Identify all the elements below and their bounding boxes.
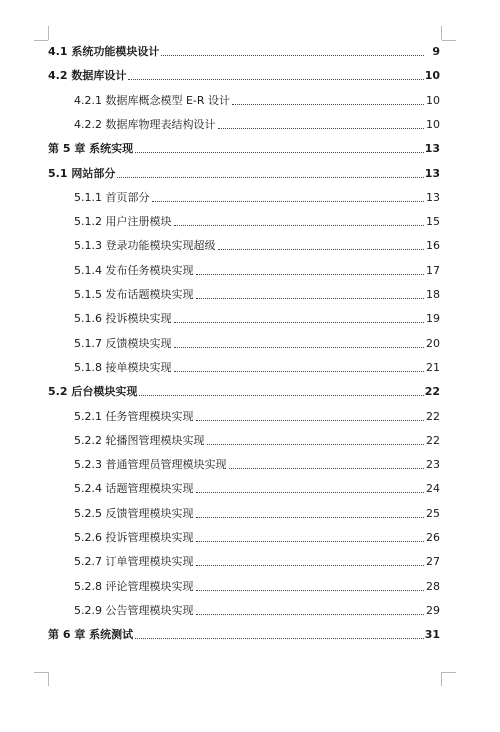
toc-entry[interactable] <box>0 236 500 256</box>
toc-entry[interactable] <box>0 309 500 329</box>
toc-entry-title: 5.2.5 反馈管理模块实现 <box>74 506 194 520</box>
toc-entry[interactable] <box>0 552 500 572</box>
toc-entry-title: 5.1.5 发布话题模块实现 <box>74 288 194 301</box>
crop-mark-bottom-left-h <box>34 672 48 673</box>
toc-entry[interactable] <box>0 188 500 208</box>
toc-entry-page-number: 16 <box>426 239 440 253</box>
toc-leader-dots <box>218 128 424 129</box>
toc-entry[interactable] <box>0 261 500 281</box>
toc-entry[interactable] <box>0 382 500 402</box>
toc-entry-title: 第 5 章 系统实现 <box>48 142 134 156</box>
toc-entry-page-number: 31 <box>424 628 440 642</box>
toc-leader-dots <box>196 420 424 421</box>
toc-entry-title: 5.1.2 用户注册模块 <box>74 215 172 229</box>
toc-entry-title: 5.2.9 公告管理模块实现 <box>74 603 194 617</box>
toc-entry[interactable] <box>0 164 500 184</box>
toc-entry-title: 4.2.2 数据库物理表结构设计 <box>74 117 216 131</box>
toc-entry-page-number: 26 <box>426 531 440 544</box>
toc-leader-dots <box>135 152 424 153</box>
toc-entry[interactable] <box>0 91 500 111</box>
toc-leader-dots <box>152 201 424 202</box>
toc-entry-page-number: 13 <box>424 142 440 156</box>
toc-leader-dots <box>196 590 424 591</box>
toc-entry-title: 5.2 后台模块实现 <box>48 385 138 399</box>
toc-entry-title: 5.1.1 首页部分 <box>74 190 150 204</box>
toc-entry-page-number: 23 <box>426 458 440 472</box>
toc-leader-dots <box>128 79 424 80</box>
toc-entry[interactable] <box>0 528 500 548</box>
toc-entry-page-number: 19 <box>426 312 440 326</box>
toc-entry[interactable] <box>0 139 500 159</box>
crop-mark-bottom-right-v <box>441 672 442 686</box>
toc-leader-dots <box>196 565 424 566</box>
toc-entry-title: 5.1.7 反馈模块实现 <box>74 336 172 350</box>
toc-entry-page-number: 10 <box>426 93 440 107</box>
toc-entry-page-number: 10 <box>424 69 440 83</box>
toc-entry[interactable] <box>0 577 500 597</box>
toc-leader-dots <box>207 444 424 445</box>
toc-leader-dots <box>196 517 424 518</box>
toc-entry-title: 5.2.3 普通管理员管理模块实现 <box>74 458 227 472</box>
toc-entry-title: 第 6 章 系统测试 <box>48 628 134 642</box>
crop-mark-top-left-v <box>48 26 49 40</box>
toc-entry-page-number: 24 <box>426 482 440 496</box>
toc-entry-title: 5.2.7 订单管理模块实现 <box>74 555 194 569</box>
crop-mark-bottom-right-h <box>442 672 456 673</box>
toc-leader-dots <box>174 225 424 226</box>
toc-leader-dots <box>196 614 424 615</box>
crop-mark-top-right-h <box>442 40 456 41</box>
toc-entry[interactable] <box>0 407 500 427</box>
toc-leader-dots <box>196 274 424 275</box>
toc-entry-page-number: 10 <box>426 117 440 131</box>
toc-leader-dots <box>196 541 424 542</box>
toc-entry-page-number: 21 <box>426 360 440 374</box>
toc-leader-dots <box>196 492 424 493</box>
toc-entry[interactable] <box>0 431 500 451</box>
crop-mark-bottom-left-v <box>48 672 49 686</box>
toc-entry-page-number: 9 <box>432 45 440 58</box>
toc-entry-title: 5.2.8 评论管理模块实现 <box>74 579 194 593</box>
toc-entry-title: 5.1.6 投诉模块实现 <box>74 312 172 326</box>
toc-entry[interactable] <box>0 285 500 305</box>
toc-entry-title: 5.1.8 接单模块实现 <box>74 360 172 374</box>
toc-leader-dots <box>117 177 424 178</box>
toc-entry-page-number: 22 <box>426 409 440 423</box>
toc-entry-title: 5.2.1 任务管理模块实现 <box>74 409 194 423</box>
toc-entry-title: 4.2.1 数据库概念模型 E-R 设计 <box>74 93 231 107</box>
toc-entry-page-number: 13 <box>424 166 440 180</box>
toc-entry-page-number: 22 <box>426 433 440 447</box>
toc-leader-dots <box>174 347 424 348</box>
toc-leader-dots <box>139 395 424 396</box>
toc-leader-dots <box>174 371 424 372</box>
toc-entry[interactable] <box>0 358 500 378</box>
toc-entry-title: 4.2 数据库设计 <box>48 69 127 83</box>
toc-entry-title: 4.1 系统功能模块设计 <box>48 45 160 58</box>
toc-entry-title: 5.2.6 投诉管理模块实现 <box>74 531 194 544</box>
toc-leader-dots <box>218 249 424 250</box>
toc-entry-title: 5.2.4 话题管理模块实现 <box>74 482 194 496</box>
toc-entry-title: 5.1 网站部分 <box>48 166 116 180</box>
toc-entry-page-number: 15 <box>426 215 440 229</box>
toc-entry[interactable] <box>0 455 500 475</box>
toc-entry[interactable] <box>0 115 500 135</box>
toc-entry[interactable] <box>0 66 500 86</box>
toc-entry-title: 5.1.3 登录功能模块实现超级 <box>74 239 216 253</box>
toc-entry-page-number: 27 <box>426 555 440 569</box>
toc-entry-page-number: 17 <box>426 263 440 277</box>
toc-leader-dots <box>135 638 424 639</box>
toc-entry-page-number: 29 <box>426 603 440 617</box>
crop-mark-top-left-h <box>34 40 48 41</box>
toc-entry-page-number: 22 <box>424 385 440 399</box>
toc-entry[interactable] <box>0 334 500 354</box>
toc-entry[interactable] <box>0 625 500 645</box>
crop-mark-top-right-v <box>441 26 442 40</box>
toc-entry-page-number: 18 <box>426 288 440 301</box>
toc-entry[interactable] <box>0 212 500 232</box>
toc-leader-dots <box>232 104 424 105</box>
toc-entry[interactable] <box>0 479 500 499</box>
toc-entry-page-number: 20 <box>426 336 440 350</box>
toc-entry[interactable] <box>0 42 500 62</box>
toc-entry[interactable] <box>0 601 500 621</box>
toc-leader-dots <box>174 322 424 323</box>
toc-leader-dots <box>229 468 424 469</box>
toc-leader-dots <box>161 55 424 56</box>
toc-entry-page-number: 25 <box>426 506 440 520</box>
toc-entry-title: 5.1.4 发布任务模块实现 <box>74 263 194 277</box>
toc-entry[interactable] <box>0 504 500 524</box>
toc-entry-page-number: 28 <box>426 579 440 593</box>
toc-entry-title: 5.2.2 轮播图管理模块实现 <box>74 433 205 447</box>
toc-leader-dots <box>196 298 424 299</box>
toc-entry-page-number: 13 <box>426 190 440 204</box>
